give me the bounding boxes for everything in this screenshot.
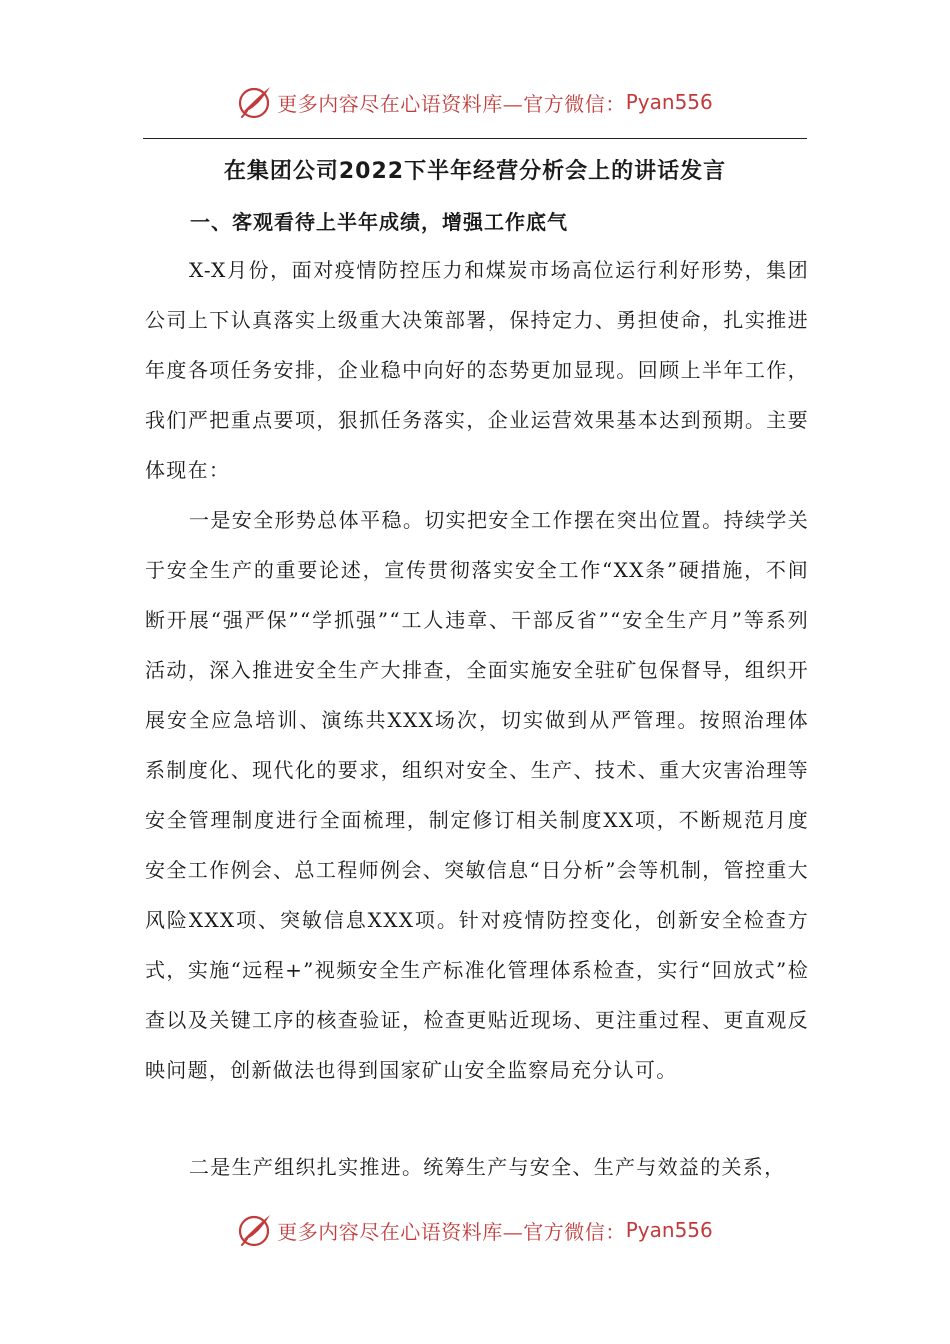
watermark-banner-top bbox=[0, 82, 950, 122]
document-title: 在集团公司2022下半年经营分析会上的讲话发言 bbox=[223, 159, 727, 184]
quill-logo-icon bbox=[237, 84, 273, 120]
body-paragraph: 一是安全形势总体平稳。切实把安全工作摆在突出位置。持续学关于安全生产的重要论述，宣传贯彻落实安全工作“XX条”硬措施，不间断开展“强严保”“学抓强”“工人违章、干部反省”“安全生产月”等系列活动，深入推进安全生产大排查，全面实施安全驻矿包保督导，组织开展安全应急培训、演练共XXX场次，切实做到从严管理。按照治理体系制度化、现代化的要求，组织对安全、生产、技术、重大灾害治理等安全管理制度进行全面梳理，制定修订相关制度XX项，不断规范月度安全工作例会、总工程师例会、突敏信息“日分析”会等机制，管控重大风险XXX项、突敏信息XXX项。针对疫情防控变化，创新安全检查方式，实施“远程+”视频安全生产标准化管理体系检查，实行“回放式”检查以及关键工序的核查验证，检查更贴近现场、更注重过程、更直观反映问题，创新做法也得到国家矿山安全监察局充分认可。 bbox=[145, 508, 809, 1082]
watermark-banner-bottom bbox=[0, 1210, 950, 1250]
header-divider bbox=[143, 138, 807, 139]
body-paragraph: 二是生产组织扎实推进。统筹生产与安全、生产与效益的关系， bbox=[189, 1155, 786, 1179]
watermark-handle: Pyan556 bbox=[625, 90, 713, 114]
watermark-handle: Pyan556 bbox=[625, 1218, 713, 1242]
quill-logo-icon bbox=[237, 1212, 273, 1248]
watermark-text: 更多内容尽在心语资料库—官方微信： bbox=[277, 91, 626, 116]
section-heading: 一、客观看待上半年成绩，增强工作底气 bbox=[190, 210, 568, 234]
watermark-text: 更多内容尽在心语资料库—官方微信： bbox=[277, 1219, 626, 1244]
body-paragraph: X-X月份，面对疫情防控压力和煤炭市场高位运行利好形势，集团公司上下认真落实上级重大决策部署，保持定力、勇担使命，扎实推进年度各项任务安排，企业稳中向好的态势更加显现。回顾上半年工作，我们严把重点要项，狠抓任务落实，企业运营效果基本达到预期。主要体现在： bbox=[145, 258, 809, 482]
